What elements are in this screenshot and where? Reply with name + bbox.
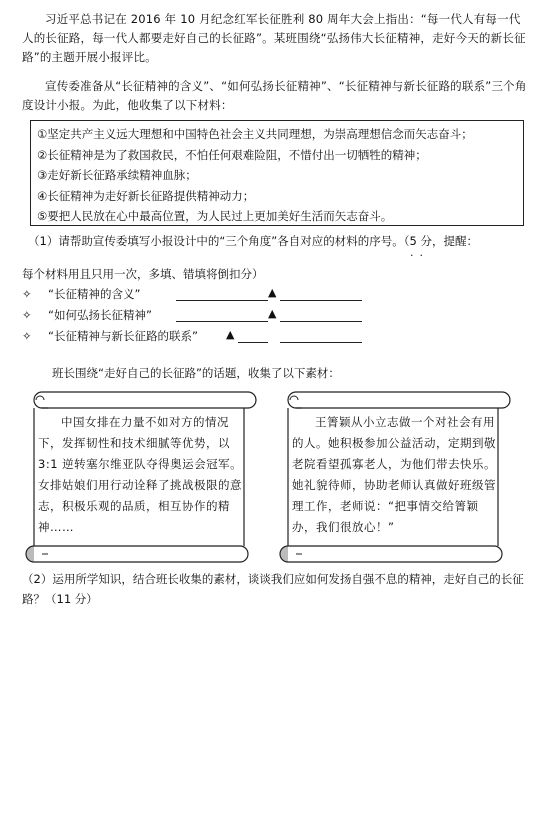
answer-blank[interactable] xyxy=(176,285,268,301)
scroll-text: 王箐颖从小立志做一个对社会有用的人。她积极参加公益活动，定期到敬老院看望孤寡老人，为他们带去快乐。她礼貌待师，协助老师认真做好班级管理工作，老师说：“把事情交给箐颖办，我们很放心！” xyxy=(292,415,496,534)
answer-blank[interactable] xyxy=(238,327,268,343)
intro-paragraph: 宣传委准备从“长征精神的含义”、“如何弘扬长征精神”、“长征精神与新长征路的联系”三个角度设计小报。为此，他收集了以下材料： xyxy=(22,79,527,112)
material-lead: 班长围绕“走好自己的长征路”的话题，收集了以下素材： xyxy=(52,366,340,380)
answer-blank[interactable] xyxy=(280,285,362,301)
angle-label: “长征精神与新长征路的联系” xyxy=(48,329,198,343)
material-scroll xyxy=(22,388,258,566)
diamond-bullet-icon: ✧ xyxy=(22,308,32,322)
material-scroll xyxy=(276,388,512,566)
material-item: ③走好新长征路承续精神血脉； xyxy=(37,168,197,182)
angle-label: “长征精神的含义” xyxy=(48,287,141,301)
scroll-text: 中国女排在力量不如对方的情况下，发挥韧性和技术细腻等优势，以 3:1 逆转塞尔维亚队夺得奥运会冠军。女排姑娘们用行动诠释了挑战极限的意志，积极乐观的品质，相互协作的精神…… xyxy=(38,415,243,534)
material-item: ①坚定共产主义远大理想和中国特色社会主义共同理想，为崇高理想信念而矢志奋斗； xyxy=(37,127,473,141)
question-1-note: 每个材料用且只用一次，多填、错填将倒扣分） xyxy=(22,267,264,281)
angle-row xyxy=(22,306,152,324)
question-1-prompt: （1）请帮助宣传委填写小报设计中的“三个角度”各自对应的材料的序号。（5 分，提醒： xyxy=(28,234,478,248)
material-item: ④长征精神为走好新长征路提供精神动力； xyxy=(37,188,255,203)
triangle-icon: ▲ xyxy=(226,328,235,341)
intro-paragraph: 习近平总书记在 2016 年 10 月纪念红军长征胜利 80 周年大会上指出：“每一代人有每一代人的长征路，每一代人都要走好自己的长征路”。某班围绕“弘扬伟大长征精神，走好今天的新长征路”的主题开展小报评比。 xyxy=(22,12,526,64)
diamond-bullet-icon: ✧ xyxy=(22,329,32,343)
question-2: （2）运用所学知识，结合班长收集的素材，谈谈我们应如何发扬自强不息的精神，走好自己的长征路？（11 分） xyxy=(22,572,524,606)
angle-row xyxy=(22,327,198,345)
material-item: ⑤要把人民放在心中最高位置，为人民过上更加美好生活而矢志奋斗。 xyxy=(37,209,393,223)
answer-blank[interactable] xyxy=(280,306,362,322)
angle-row xyxy=(22,285,140,303)
materials-box xyxy=(30,120,524,226)
emphasis-dots: ·· xyxy=(410,249,429,262)
angle-label: “如何弘扬长征精神” xyxy=(48,308,152,322)
triangle-icon: ▲ xyxy=(268,286,277,299)
answer-blank[interactable] xyxy=(176,306,268,322)
triangle-icon: ▲ xyxy=(268,307,277,320)
material-item: ②长征精神是为了救国救民，不怕任何艰难险阻，不惜付出一切牺牲的精神； xyxy=(37,147,427,162)
answer-blank[interactable] xyxy=(280,327,362,343)
diamond-bullet-icon: ✧ xyxy=(22,287,32,301)
